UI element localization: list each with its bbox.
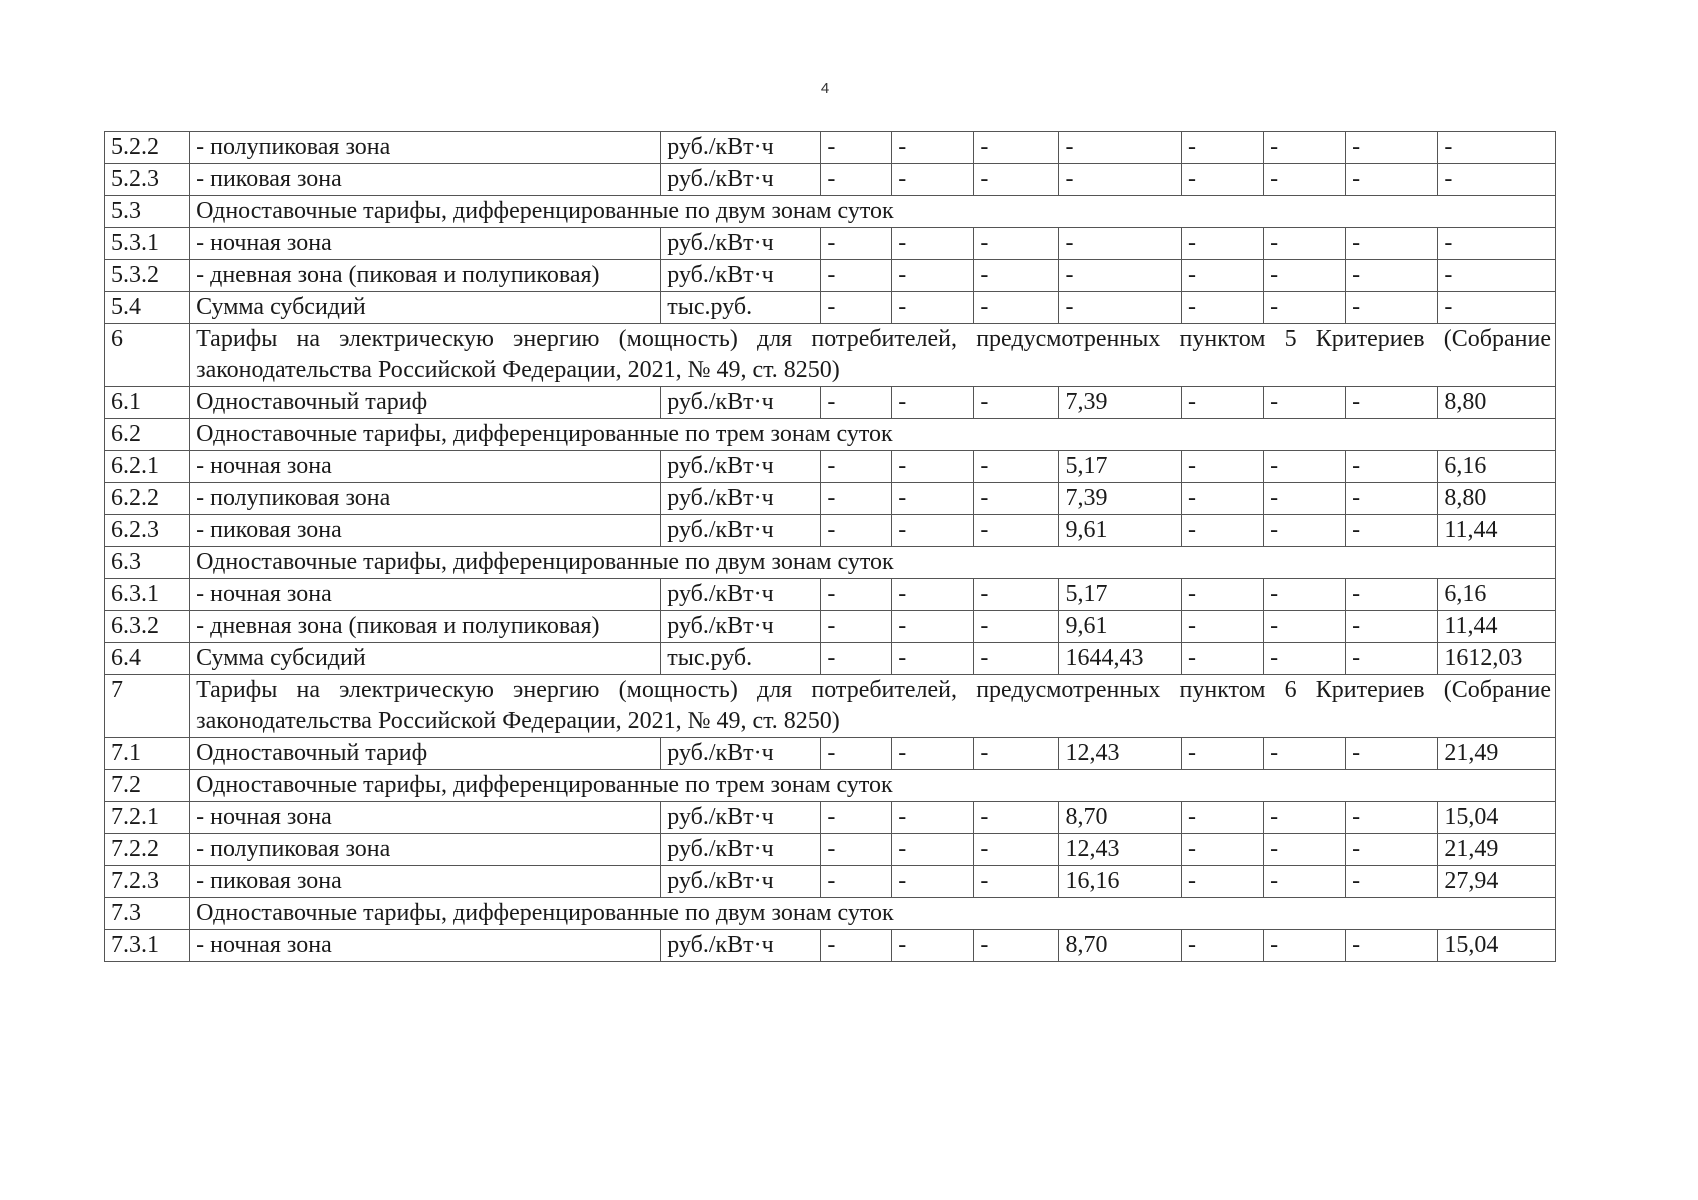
- value-cell: -: [821, 643, 892, 675]
- row-number-cell: 5.3.1: [105, 228, 190, 260]
- tariff-table: [104, 131, 1556, 962]
- value-cell: -: [1059, 228, 1182, 260]
- value-cell: -: [892, 515, 974, 547]
- value-cell: -: [1182, 802, 1264, 834]
- value-cell: -: [1264, 483, 1346, 515]
- value-cell: -: [974, 132, 1059, 164]
- value-cell: 9,61: [1059, 515, 1182, 547]
- row-number-cell: 6.2.1: [105, 451, 190, 483]
- value-cell: -: [1264, 930, 1346, 962]
- value-cell: -: [1182, 451, 1264, 483]
- unit-cell: руб./кВт·ч: [661, 738, 821, 770]
- value-cell: -: [1264, 164, 1346, 196]
- value-cell: -: [974, 387, 1059, 419]
- value-cell: -: [1182, 260, 1264, 292]
- item-name-cell: Одноставочный тариф: [190, 738, 661, 770]
- table-row: [105, 164, 1556, 196]
- value-cell: -: [1182, 930, 1264, 962]
- row-number-cell: 6: [105, 324, 190, 387]
- value-cell: -: [892, 738, 974, 770]
- value-cell: -: [892, 930, 974, 962]
- item-name-cell: - ночная зона: [190, 451, 661, 483]
- section-title-cell: Тарифы на электрическую энергию (мощность) для потребителей, предусмотренных пунктом 6 Критериев (Собрание законодательства Российской Федерации, 2021, № 49, ст. 8250): [190, 675, 1556, 738]
- unit-cell: руб./кВт·ч: [661, 483, 821, 515]
- section-title-cell: Одноставочные тарифы, дифференцированные по трем зонам суток: [190, 419, 1556, 451]
- row-number-cell: 6.3: [105, 547, 190, 579]
- value-cell: -: [1182, 611, 1264, 643]
- section-row: [105, 324, 1556, 387]
- value-cell: -: [821, 738, 892, 770]
- value-cell: 8,70: [1059, 802, 1182, 834]
- row-number-cell: 5.3: [105, 196, 190, 228]
- value-cell: -: [1264, 451, 1346, 483]
- table-row: [105, 515, 1556, 547]
- value-cell: 5,17: [1059, 451, 1182, 483]
- value-cell: -: [892, 292, 974, 324]
- value-cell: -: [974, 292, 1059, 324]
- value-cell: -: [1346, 164, 1438, 196]
- value-cell: -: [821, 387, 892, 419]
- value-cell: -: [821, 834, 892, 866]
- unit-cell: тыс.руб.: [661, 643, 821, 675]
- value-cell: -: [1346, 802, 1438, 834]
- unit-cell: руб./кВт·ч: [661, 802, 821, 834]
- value-cell: -: [1264, 611, 1346, 643]
- page-number: 4: [820, 80, 830, 97]
- unit-cell: руб./кВт·ч: [661, 132, 821, 164]
- section-row: [105, 675, 1556, 738]
- value-cell: -: [974, 483, 1059, 515]
- value-cell: -: [1182, 483, 1264, 515]
- value-cell: -: [974, 260, 1059, 292]
- item-name-cell: - ночная зона: [190, 802, 661, 834]
- value-cell: -: [1346, 834, 1438, 866]
- value-cell: 27,94: [1438, 866, 1556, 898]
- value-cell: -: [1264, 579, 1346, 611]
- value-cell: -: [1182, 164, 1264, 196]
- value-cell: 11,44: [1438, 515, 1556, 547]
- value-cell: -: [1346, 387, 1438, 419]
- table-row: [105, 387, 1556, 419]
- value-cell: -: [1346, 738, 1438, 770]
- unit-cell: руб./кВт·ч: [661, 515, 821, 547]
- value-cell: -: [1264, 866, 1346, 898]
- value-cell: -: [892, 451, 974, 483]
- section-title-cell: Одноставочные тарифы, дифференцированные по двум зонам суток: [190, 196, 1556, 228]
- value-cell: -: [892, 483, 974, 515]
- value-cell: 7,39: [1059, 483, 1182, 515]
- value-cell: -: [1346, 579, 1438, 611]
- item-name-cell: Сумма субсидий: [190, 643, 661, 675]
- value-cell: -: [1346, 866, 1438, 898]
- table-row: [105, 451, 1556, 483]
- value-cell: -: [821, 451, 892, 483]
- value-cell: -: [1264, 738, 1346, 770]
- unit-cell: руб./кВт·ч: [661, 866, 821, 898]
- item-name-cell: - пиковая зона: [190, 164, 661, 196]
- value-cell: -: [1182, 228, 1264, 260]
- value-cell: -: [1182, 643, 1264, 675]
- value-cell: -: [1438, 260, 1556, 292]
- row-number-cell: 6.3.1: [105, 579, 190, 611]
- value-cell: -: [821, 260, 892, 292]
- item-name-cell: - пиковая зона: [190, 866, 661, 898]
- unit-cell: руб./кВт·ч: [661, 228, 821, 260]
- unit-cell: руб./кВт·ч: [661, 930, 821, 962]
- value-cell: -: [1438, 228, 1556, 260]
- value-cell: -: [1059, 260, 1182, 292]
- value-cell: -: [821, 802, 892, 834]
- row-number-cell: 5.4: [105, 292, 190, 324]
- value-cell: -: [1059, 292, 1182, 324]
- item-name-cell: Одноставочный тариф: [190, 387, 661, 419]
- value-cell: -: [892, 228, 974, 260]
- row-number-cell: 6.2: [105, 419, 190, 451]
- row-number-cell: 6.2.3: [105, 515, 190, 547]
- value-cell: 15,04: [1438, 802, 1556, 834]
- value-cell: -: [974, 930, 1059, 962]
- value-cell: 1644,43: [1059, 643, 1182, 675]
- item-name-cell: - дневная зона (пиковая и полупиковая): [190, 260, 661, 292]
- unit-cell: руб./кВт·ч: [661, 579, 821, 611]
- value-cell: -: [1182, 834, 1264, 866]
- value-cell: -: [1264, 292, 1346, 324]
- value-cell: -: [1182, 515, 1264, 547]
- value-cell: -: [1182, 738, 1264, 770]
- row-number-cell: 7: [105, 675, 190, 738]
- value-cell: 15,04: [1438, 930, 1556, 962]
- value-cell: -: [892, 579, 974, 611]
- value-cell: 11,44: [1438, 611, 1556, 643]
- row-number-cell: 7.1: [105, 738, 190, 770]
- value-cell: -: [821, 515, 892, 547]
- row-number-cell: 7.2: [105, 770, 190, 802]
- table-row: [105, 643, 1556, 675]
- section-row: [105, 547, 1556, 579]
- value-cell: -: [1346, 228, 1438, 260]
- value-cell: -: [892, 260, 974, 292]
- section-title-cell: Одноставочные тарифы, дифференцированные по двум зонам суток: [190, 547, 1556, 579]
- value-cell: 1612,03: [1438, 643, 1556, 675]
- value-cell: -: [1346, 132, 1438, 164]
- value-cell: -: [1346, 643, 1438, 675]
- value-cell: -: [892, 866, 974, 898]
- value-cell: -: [1438, 292, 1556, 324]
- value-cell: -: [821, 483, 892, 515]
- value-cell: -: [974, 834, 1059, 866]
- value-cell: -: [1438, 132, 1556, 164]
- value-cell: -: [1059, 132, 1182, 164]
- value-cell: -: [821, 866, 892, 898]
- row-number-cell: 6.2.2: [105, 483, 190, 515]
- section-title-cell: Тарифы на электрическую энергию (мощность) для потребителей, предусмотренных пунктом 5 Критериев (Собрание законодательства Российской Федерации, 2021, № 49, ст. 8250): [190, 324, 1556, 387]
- table-row: [105, 132, 1556, 164]
- value-cell: -: [1264, 228, 1346, 260]
- value-cell: 8,80: [1438, 483, 1556, 515]
- row-number-cell: 6.4: [105, 643, 190, 675]
- value-cell: -: [1346, 260, 1438, 292]
- row-number-cell: 5.2.2: [105, 132, 190, 164]
- section-row: [105, 419, 1556, 451]
- value-cell: -: [1346, 451, 1438, 483]
- value-cell: -: [974, 515, 1059, 547]
- value-cell: 12,43: [1059, 738, 1182, 770]
- value-cell: -: [892, 611, 974, 643]
- unit-cell: руб./кВт·ч: [661, 164, 821, 196]
- value-cell: -: [892, 132, 974, 164]
- item-name-cell: - полупиковая зона: [190, 834, 661, 866]
- value-cell: -: [974, 579, 1059, 611]
- row-number-cell: 7.2.2: [105, 834, 190, 866]
- table-row: [105, 260, 1556, 292]
- value-cell: -: [974, 451, 1059, 483]
- row-number-cell: 6.3.2: [105, 611, 190, 643]
- value-cell: -: [892, 164, 974, 196]
- section-title-cell: Одноставочные тарифы, дифференцированные по трем зонам суток: [190, 770, 1556, 802]
- value-cell: -: [974, 802, 1059, 834]
- section-row: [105, 898, 1556, 930]
- value-cell: -: [1346, 930, 1438, 962]
- value-cell: -: [821, 164, 892, 196]
- value-cell: -: [974, 611, 1059, 643]
- value-cell: 21,49: [1438, 738, 1556, 770]
- row-number-cell: 6.1: [105, 387, 190, 419]
- unit-cell: тыс.руб.: [661, 292, 821, 324]
- value-cell: 16,16: [1059, 866, 1182, 898]
- unit-cell: руб./кВт·ч: [661, 260, 821, 292]
- unit-cell: руб./кВт·ч: [661, 834, 821, 866]
- value-cell: -: [974, 164, 1059, 196]
- value-cell: -: [892, 802, 974, 834]
- value-cell: -: [821, 579, 892, 611]
- value-cell: -: [1059, 164, 1182, 196]
- unit-cell: руб./кВт·ч: [661, 611, 821, 643]
- value-cell: -: [1438, 164, 1556, 196]
- section-row: [105, 770, 1556, 802]
- table-row: [105, 579, 1556, 611]
- value-cell: -: [1264, 643, 1346, 675]
- value-cell: -: [892, 387, 974, 419]
- table-row: [105, 802, 1556, 834]
- value-cell: -: [1264, 260, 1346, 292]
- value-cell: 21,49: [1438, 834, 1556, 866]
- value-cell: -: [974, 228, 1059, 260]
- value-cell: -: [892, 834, 974, 866]
- value-cell: -: [1264, 515, 1346, 547]
- table-body: [105, 132, 1556, 962]
- value-cell: -: [1182, 387, 1264, 419]
- value-cell: -: [821, 228, 892, 260]
- value-cell: -: [1264, 387, 1346, 419]
- value-cell: 7,39: [1059, 387, 1182, 419]
- value-cell: -: [974, 738, 1059, 770]
- value-cell: -: [1182, 866, 1264, 898]
- unit-cell: руб./кВт·ч: [661, 451, 821, 483]
- value-cell: -: [1346, 611, 1438, 643]
- row-number-cell: 5.2.3: [105, 164, 190, 196]
- value-cell: 6,16: [1438, 579, 1556, 611]
- item-name-cell: - дневная зона (пиковая и полупиковая): [190, 611, 661, 643]
- table-row: [105, 930, 1556, 962]
- value-cell: -: [1264, 132, 1346, 164]
- item-name-cell: - ночная зона: [190, 228, 661, 260]
- item-name-cell: - полупиковая зона: [190, 132, 661, 164]
- row-number-cell: 5.3.2: [105, 260, 190, 292]
- value-cell: 8,80: [1438, 387, 1556, 419]
- item-name-cell: - ночная зона: [190, 930, 661, 962]
- section-row: [105, 196, 1556, 228]
- value-cell: -: [821, 292, 892, 324]
- value-cell: 9,61: [1059, 611, 1182, 643]
- value-cell: -: [974, 866, 1059, 898]
- unit-cell: руб./кВт·ч: [661, 387, 821, 419]
- table-row: [105, 292, 1556, 324]
- row-number-cell: 7.3.1: [105, 930, 190, 962]
- value-cell: -: [1182, 579, 1264, 611]
- section-title-cell: Одноставочные тарифы, дифференцированные по двум зонам суток: [190, 898, 1556, 930]
- value-cell: -: [1346, 483, 1438, 515]
- value-cell: 6,16: [1438, 451, 1556, 483]
- value-cell: -: [974, 643, 1059, 675]
- item-name-cell: - полупиковая зона: [190, 483, 661, 515]
- value-cell: -: [1182, 132, 1264, 164]
- value-cell: 12,43: [1059, 834, 1182, 866]
- value-cell: -: [821, 611, 892, 643]
- value-cell: -: [821, 132, 892, 164]
- table-row: [105, 738, 1556, 770]
- value-cell: -: [1264, 834, 1346, 866]
- table-row: [105, 228, 1556, 260]
- value-cell: 8,70: [1059, 930, 1182, 962]
- table-row: [105, 866, 1556, 898]
- row-number-cell: 7.2.1: [105, 802, 190, 834]
- value-cell: -: [1346, 292, 1438, 324]
- table-row: [105, 483, 1556, 515]
- value-cell: -: [1264, 802, 1346, 834]
- row-number-cell: 7.3: [105, 898, 190, 930]
- value-cell: 5,17: [1059, 579, 1182, 611]
- row-number-cell: 7.2.3: [105, 866, 190, 898]
- table-row: [105, 611, 1556, 643]
- value-cell: -: [892, 643, 974, 675]
- item-name-cell: - ночная зона: [190, 579, 661, 611]
- value-cell: -: [1182, 292, 1264, 324]
- value-cell: -: [1346, 515, 1438, 547]
- item-name-cell: - пиковая зона: [190, 515, 661, 547]
- table-row: [105, 834, 1556, 866]
- value-cell: -: [821, 930, 892, 962]
- item-name-cell: Сумма субсидий: [190, 292, 661, 324]
